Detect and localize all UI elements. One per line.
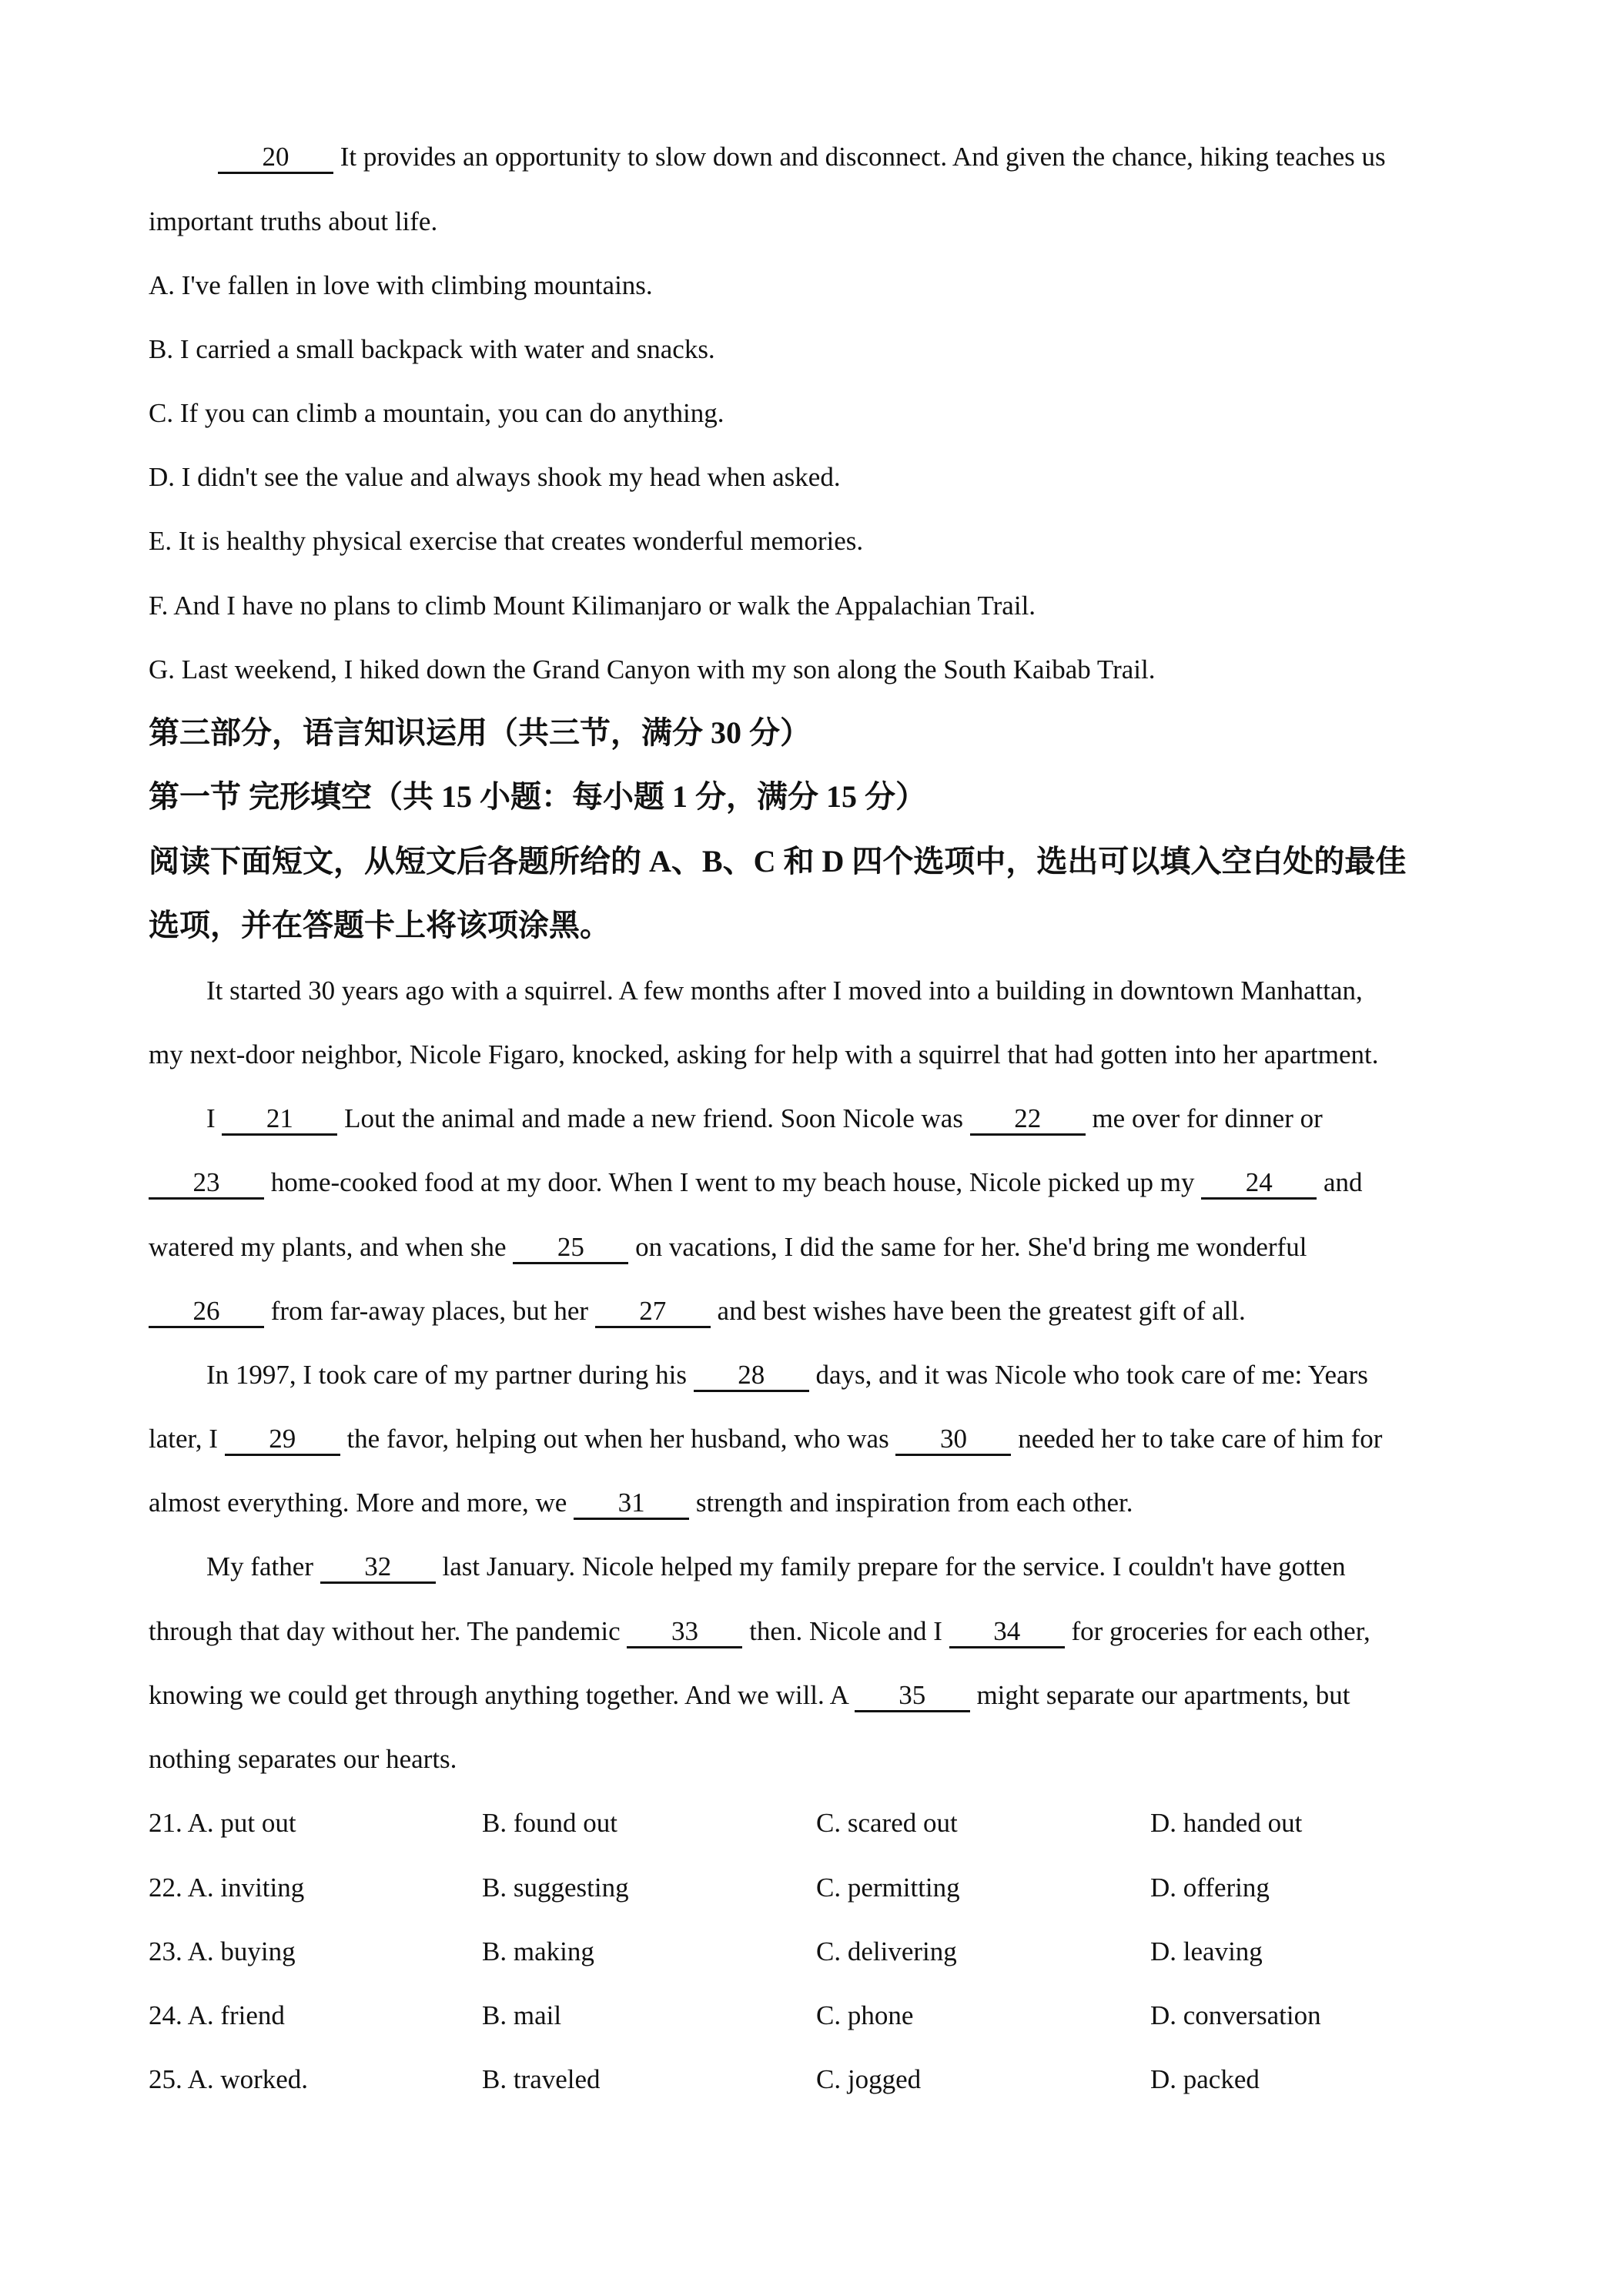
passage-line-11 bbox=[149, 1615, 1370, 1648]
choice-21-c: C. scared out bbox=[816, 1808, 958, 1838]
text: then. Nicole and I bbox=[742, 1616, 949, 1646]
answer-blank-22[interactable]: 22 bbox=[970, 1104, 1086, 1136]
text: My father bbox=[206, 1551, 320, 1581]
choice-23-a: 23. A. buying bbox=[149, 1936, 296, 1966]
choice-25-c: C. jogged bbox=[816, 2064, 922, 2094]
passage-line-3 bbox=[206, 1102, 1323, 1136]
option-a: A. I've fallen in love with climbing mountains. bbox=[149, 270, 653, 300]
answer-blank-27[interactable]: 27 bbox=[595, 1297, 711, 1328]
passage-line-7 bbox=[206, 1358, 1368, 1392]
answer-blank-30[interactable]: 30 bbox=[895, 1424, 1011, 1456]
text: from far-away places, but her bbox=[264, 1296, 595, 1326]
text: me over for dinner or bbox=[1085, 1103, 1323, 1133]
passage-line-8 bbox=[149, 1422, 1382, 1456]
choice-22-d: D. offering bbox=[1150, 1873, 1270, 1903]
section-1-heading: 第一节 完形填空（共 15 小题：每小题 1 分，满分 15 分） bbox=[149, 779, 926, 814]
choice-25-b: B. traveled bbox=[482, 2064, 601, 2094]
text: later, I bbox=[149, 1424, 225, 1454]
choice-21-a: 21. A. put out bbox=[149, 1808, 296, 1838]
option-c: C. If you can climb a mountain, you can do anything. bbox=[149, 398, 724, 428]
passage-line-1: It started 30 years ago with a squirrel. A few months after I moved into a building in downtown Manhattan, bbox=[206, 976, 1363, 1006]
q20-line-2: important truths about life. bbox=[149, 206, 438, 236]
answer-blank-21[interactable]: 21 bbox=[222, 1104, 337, 1136]
text: In 1997, I took care of my partner during his bbox=[206, 1360, 694, 1390]
answer-blank-25[interactable]: 25 bbox=[513, 1233, 628, 1264]
answer-blank-33[interactable]: 33 bbox=[627, 1617, 742, 1648]
text: strength and inspiration from each other. bbox=[689, 1488, 1133, 1518]
part-3-heading: 第三部分，语言知识运用（共三节，满分 30 分） bbox=[149, 715, 811, 750]
choice-22-a: 22. A. inviting bbox=[149, 1873, 305, 1903]
answer-blank-34[interactable]: 34 bbox=[949, 1617, 1065, 1648]
choice-24-c: C. phone bbox=[816, 2000, 914, 2030]
answer-blank-32[interactable]: 32 bbox=[320, 1552, 436, 1584]
text: through that day without her. The pandemic bbox=[149, 1616, 627, 1646]
choice-23-d: D. leaving bbox=[1150, 1936, 1263, 1966]
answer-blank[interactable]: 20 bbox=[218, 142, 333, 174]
text: needed her to take care of him for bbox=[1011, 1424, 1383, 1454]
choice-21-b: B. found out bbox=[482, 1808, 617, 1838]
q20-line bbox=[218, 140, 1386, 174]
option-d: D. I didn't see the value and always shook my head when asked. bbox=[149, 462, 841, 492]
passage-line-4 bbox=[149, 1166, 1363, 1200]
instructions-line-1: 阅读下面短文，从短文后各题所给的 A、B、C 和 D 四个选项中，选出可以填入空白处的最佳 bbox=[149, 844, 1407, 879]
option-f: F. And I have no plans to climb Mount Kilimanjaro or walk the Appalachian Trail. bbox=[149, 591, 1036, 621]
passage-line-6 bbox=[149, 1294, 1246, 1328]
text: knowing we could get through anything together. And we will. A bbox=[149, 1680, 855, 1710]
passage-line-12 bbox=[149, 1678, 1350, 1712]
choice-22-c: C. permitting bbox=[816, 1873, 960, 1903]
choice-22-b: B. suggesting bbox=[482, 1873, 629, 1903]
choice-25-a: 25. A. worked. bbox=[149, 2064, 309, 2094]
text: home-cooked food at my door. When I went to my beach house, Nicole picked up my bbox=[264, 1167, 1202, 1197]
text: for groceries for each other, bbox=[1064, 1616, 1370, 1646]
text: might separate our apartments, but bbox=[969, 1680, 1350, 1710]
text: and bbox=[1317, 1167, 1363, 1197]
choice-23-b: B. making bbox=[482, 1936, 594, 1966]
passage-line-5 bbox=[149, 1230, 1307, 1264]
choice-24-d: D. conversation bbox=[1150, 2000, 1321, 2030]
answer-blank-28[interactable]: 28 bbox=[694, 1361, 809, 1392]
text: almost everything. More and more, we bbox=[149, 1488, 574, 1518]
choice-21-d: D. handed out bbox=[1150, 1808, 1303, 1838]
option-b: B. I carried a small backpack with water and snacks. bbox=[149, 334, 715, 364]
text: It provides an opportunity to slow down and disconnect. And given the chance, hiking teaches us bbox=[333, 142, 1386, 172]
text: days, and it was Nicole who took care of me: Years bbox=[808, 1360, 1368, 1390]
option-e: E. It is healthy physical exercise that creates wonderful memories. bbox=[149, 526, 864, 556]
text: last January. Nicole helped my family prepare for the service. I couldn't have gotten bbox=[435, 1551, 1346, 1581]
text: on vacations, I did the same for her. She'd bring me wonderful bbox=[628, 1232, 1307, 1262]
passage-line-13: nothing separates our hearts. bbox=[149, 1744, 457, 1774]
text: watered my plants, and when she bbox=[149, 1232, 514, 1262]
answer-blank-35[interactable]: 35 bbox=[855, 1681, 970, 1712]
choice-25-d: D. packed bbox=[1150, 2064, 1260, 2094]
choice-24-b: B. mail bbox=[482, 2000, 562, 2030]
text: and best wishes have been the greatest gift of all. bbox=[710, 1296, 1246, 1326]
passage-line-2: my next-door neighbor, Nicole Figaro, knocked, asking for help with a squirrel that had gotten into her apartment. bbox=[149, 1039, 1379, 1069]
choice-24-a: 24. A. friend bbox=[149, 2000, 285, 2030]
passage-line-10 bbox=[206, 1550, 1346, 1584]
answer-blank-23[interactable]: 23 bbox=[149, 1168, 264, 1200]
passage-line-9 bbox=[149, 1486, 1133, 1520]
answer-blank-31[interactable]: 31 bbox=[574, 1488, 689, 1520]
answer-blank-24[interactable]: 24 bbox=[1201, 1168, 1317, 1200]
option-g: G. Last weekend, I hiked down the Grand Canyon with my son along the South Kaibab Trail. bbox=[149, 654, 1156, 684]
answer-blank-26[interactable]: 26 bbox=[149, 1297, 264, 1328]
answer-blank-29[interactable]: 29 bbox=[225, 1424, 340, 1456]
choice-23-c: C. delivering bbox=[816, 1936, 957, 1966]
text: Lout the animal and made a new friend. Soon Nicole was bbox=[337, 1103, 970, 1133]
instructions-line-2: 选项，并在答题卡上将该项涂黑。 bbox=[149, 908, 611, 942]
text: the favor, helping out when her husband, who was bbox=[340, 1424, 896, 1454]
text: I bbox=[206, 1103, 223, 1133]
